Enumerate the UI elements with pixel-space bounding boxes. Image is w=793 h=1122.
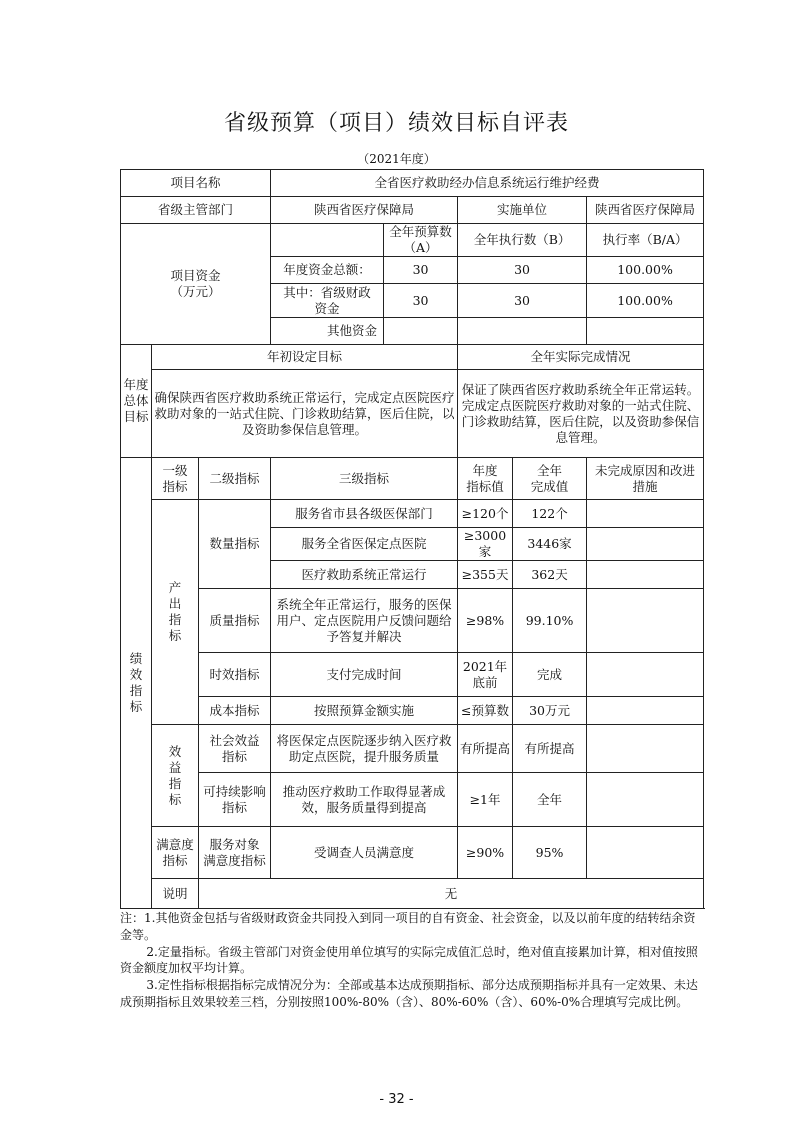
indicator-actual: 122个 <box>513 500 587 528</box>
satisfaction-label: 满意度 指标 <box>152 827 199 879</box>
header-l3: 三级指标 <box>271 458 458 500</box>
indicator-reason <box>587 653 704 697</box>
funds-empty-cell <box>271 224 384 257</box>
timeliness-label: 时效指标 <box>199 653 271 697</box>
benefit-label: 效 益 指 标 <box>152 725 199 827</box>
indicator-target: 2021年 底前 <box>458 653 513 697</box>
page-title: 省级预算（项目）绩效目标自评表 <box>223 111 569 136</box>
table-row <box>121 170 704 197</box>
table-row <box>121 589 704 653</box>
table-row <box>121 773 704 827</box>
project-name-value: 全省医疗救助经办信息系统运行维护经费 <box>271 170 704 197</box>
indicator-name: 支付完成时间 <box>271 653 458 697</box>
table-row <box>121 879 704 909</box>
funds-exec: 30 <box>458 257 587 284</box>
goals-label: 年度 总体 目标 <box>121 345 152 458</box>
funds-rate: 100.00% <box>587 257 704 284</box>
indicator-target: 有所提高 <box>458 725 513 773</box>
funds-row-label: 年度资金总额： <box>271 257 384 284</box>
indicator-name: 服务全省医保定点医院 <box>271 528 458 561</box>
indicator-actual: 3446家 <box>513 528 587 561</box>
unit-label: 实施单位 <box>458 197 587 224</box>
funds-budget <box>384 318 458 345</box>
unit-value: 陕西省医疗保障局 <box>587 197 704 224</box>
table-row <box>121 458 704 500</box>
footnote: 3.定性指标根据指标完成情况分为：全部或基本达成预期指标、部分达成预期指标并具有一定效果、未达成预期指标且效果较差三档，分别按照100%-80%（含）、80%-60%（含）、60%-0%合理填写完成比例。 <box>120 978 698 1009</box>
header-l2: 二级指标 <box>199 458 271 500</box>
col-budget-header: 全年预算数 （A） <box>384 224 458 257</box>
cost-label: 成本指标 <box>199 697 271 725</box>
indicator-name: 医疗救助系统正常运行 <box>271 561 458 589</box>
output-label: 产 出 指 标 <box>152 500 199 725</box>
indicator-actual: 95% <box>513 827 587 879</box>
footnote: 注：1.其他资金包括与省级财政资金共同投入到同一项目的自有资金、社会资金，以及以前年度的结转结余资金等。 <box>120 911 696 942</box>
table-row <box>121 827 704 879</box>
indicator-reason <box>587 500 704 528</box>
page-number: - 32 - <box>379 1092 414 1107</box>
dept-label: 省级主管部门 <box>121 197 271 224</box>
indicator-name: 服务省市县各级医保部门 <box>271 500 458 528</box>
indicator-actual: 全年 <box>513 773 587 827</box>
goals-set-text: 确保陕西省医疗救助系统正常运行，完成定点医院医疗救助对象的一站式住院、门诊救助结算，医后住院，以及资助参保信息管理。 <box>152 370 458 458</box>
table-row <box>121 197 704 224</box>
indicator-actual: 完成 <box>513 653 587 697</box>
col-exec-header: 全年执行数（B） <box>458 224 587 257</box>
indicator-target: ≥120个 <box>458 500 513 528</box>
indicator-reason <box>587 773 704 827</box>
remark-label: 说明 <box>152 879 199 909</box>
indicator-name: 推动医疗救助工作取得显著成效，服务质量得到提高 <box>271 773 458 827</box>
indicator-target: ≤预算数 <box>458 697 513 725</box>
indicator-actual: 99.10% <box>513 589 587 653</box>
indicator-target: ≥355天 <box>458 561 513 589</box>
indicator-reason <box>587 697 704 725</box>
funds-exec <box>458 318 587 345</box>
indicator-actual: 362天 <box>513 561 587 589</box>
funds-budget: 30 <box>384 257 458 284</box>
indicator-reason <box>587 528 704 561</box>
footnote: 2.定量指标。省级主管部门对资金使用单位填写的实际完成值汇总时，绝对值直接累加计算，相对值按照资金额度加权平均计算。 <box>120 944 698 976</box>
table-row <box>121 345 704 370</box>
indicator-reason <box>587 561 704 589</box>
header-actual: 全年 完成值 <box>513 458 587 500</box>
header-target: 年度 指标值 <box>458 458 513 500</box>
perf-label: 绩 效 指 标 <box>121 458 152 909</box>
col-rate-header: 执行率（B/A） <box>587 224 704 257</box>
quality-label: 质量指标 <box>199 589 271 653</box>
table-row <box>121 500 704 528</box>
goals-set-header: 年初设定目标 <box>152 345 458 370</box>
indicator-name: 受调查人员满意度 <box>271 827 458 879</box>
table-row <box>121 725 704 773</box>
indicator-reason <box>587 725 704 773</box>
funds-rate: 100.00% <box>587 284 704 318</box>
indicator-target: ≥98% <box>458 589 513 653</box>
indicator-actual: 30万元 <box>513 697 587 725</box>
funds-budget: 30 <box>384 284 458 318</box>
indicator-name: 系统全年正常运行，服务的医保用户、定点医院用户反馈问题给予答复并解决 <box>271 589 458 653</box>
footnotes <box>120 910 703 1011</box>
header-l1: 一级 指标 <box>152 458 199 500</box>
funds-row-label: 其中：省级财政 资金 <box>271 284 384 318</box>
funds-label: 项目资金 （万元） <box>121 224 271 345</box>
evaluation-table <box>120 169 704 909</box>
funds-rate <box>587 318 704 345</box>
sustain-label: 可持续影响 指标 <box>199 773 271 827</box>
project-name-label: 项目名称 <box>121 170 271 197</box>
goals-done-header: 全年实际完成情况 <box>458 345 704 370</box>
satisfaction-l2: 服务对象 满意度指标 <box>199 827 271 879</box>
social-label: 社会效益 指标 <box>199 725 271 773</box>
goals-done-text: 保证了陕西省医疗救助系统全年正常运转。完成定点医院医疗救助对象的一站式住院、门诊救助结算，医后住院，以及资助参保信息管理。 <box>458 370 704 458</box>
indicator-name: 按照预算金额实施 <box>271 697 458 725</box>
funds-exec: 30 <box>458 284 587 318</box>
indicator-target: ≥1年 <box>458 773 513 827</box>
dept-value: 陕西省医疗保障局 <box>271 197 458 224</box>
indicator-actual: 有所提高 <box>513 725 587 773</box>
indicator-reason <box>587 827 704 879</box>
year-label: （2021年度） <box>357 152 436 166</box>
indicator-target: ≥90% <box>458 827 513 879</box>
remark-value: 无 <box>199 879 704 909</box>
indicator-name: 将医保定点医院逐步纳入医疗救助定点医院，提升服务质量 <box>271 725 458 773</box>
table-row <box>121 697 704 725</box>
table-row <box>121 370 704 458</box>
header-reason: 未完成原因和改进 措施 <box>587 458 704 500</box>
quantity-label: 数量指标 <box>199 500 271 589</box>
table-row <box>121 653 704 697</box>
table-row <box>121 224 704 257</box>
indicator-target: ≥3000家 <box>458 528 513 561</box>
indicator-reason <box>587 589 704 653</box>
funds-row-label: 其他资金 <box>271 318 384 345</box>
